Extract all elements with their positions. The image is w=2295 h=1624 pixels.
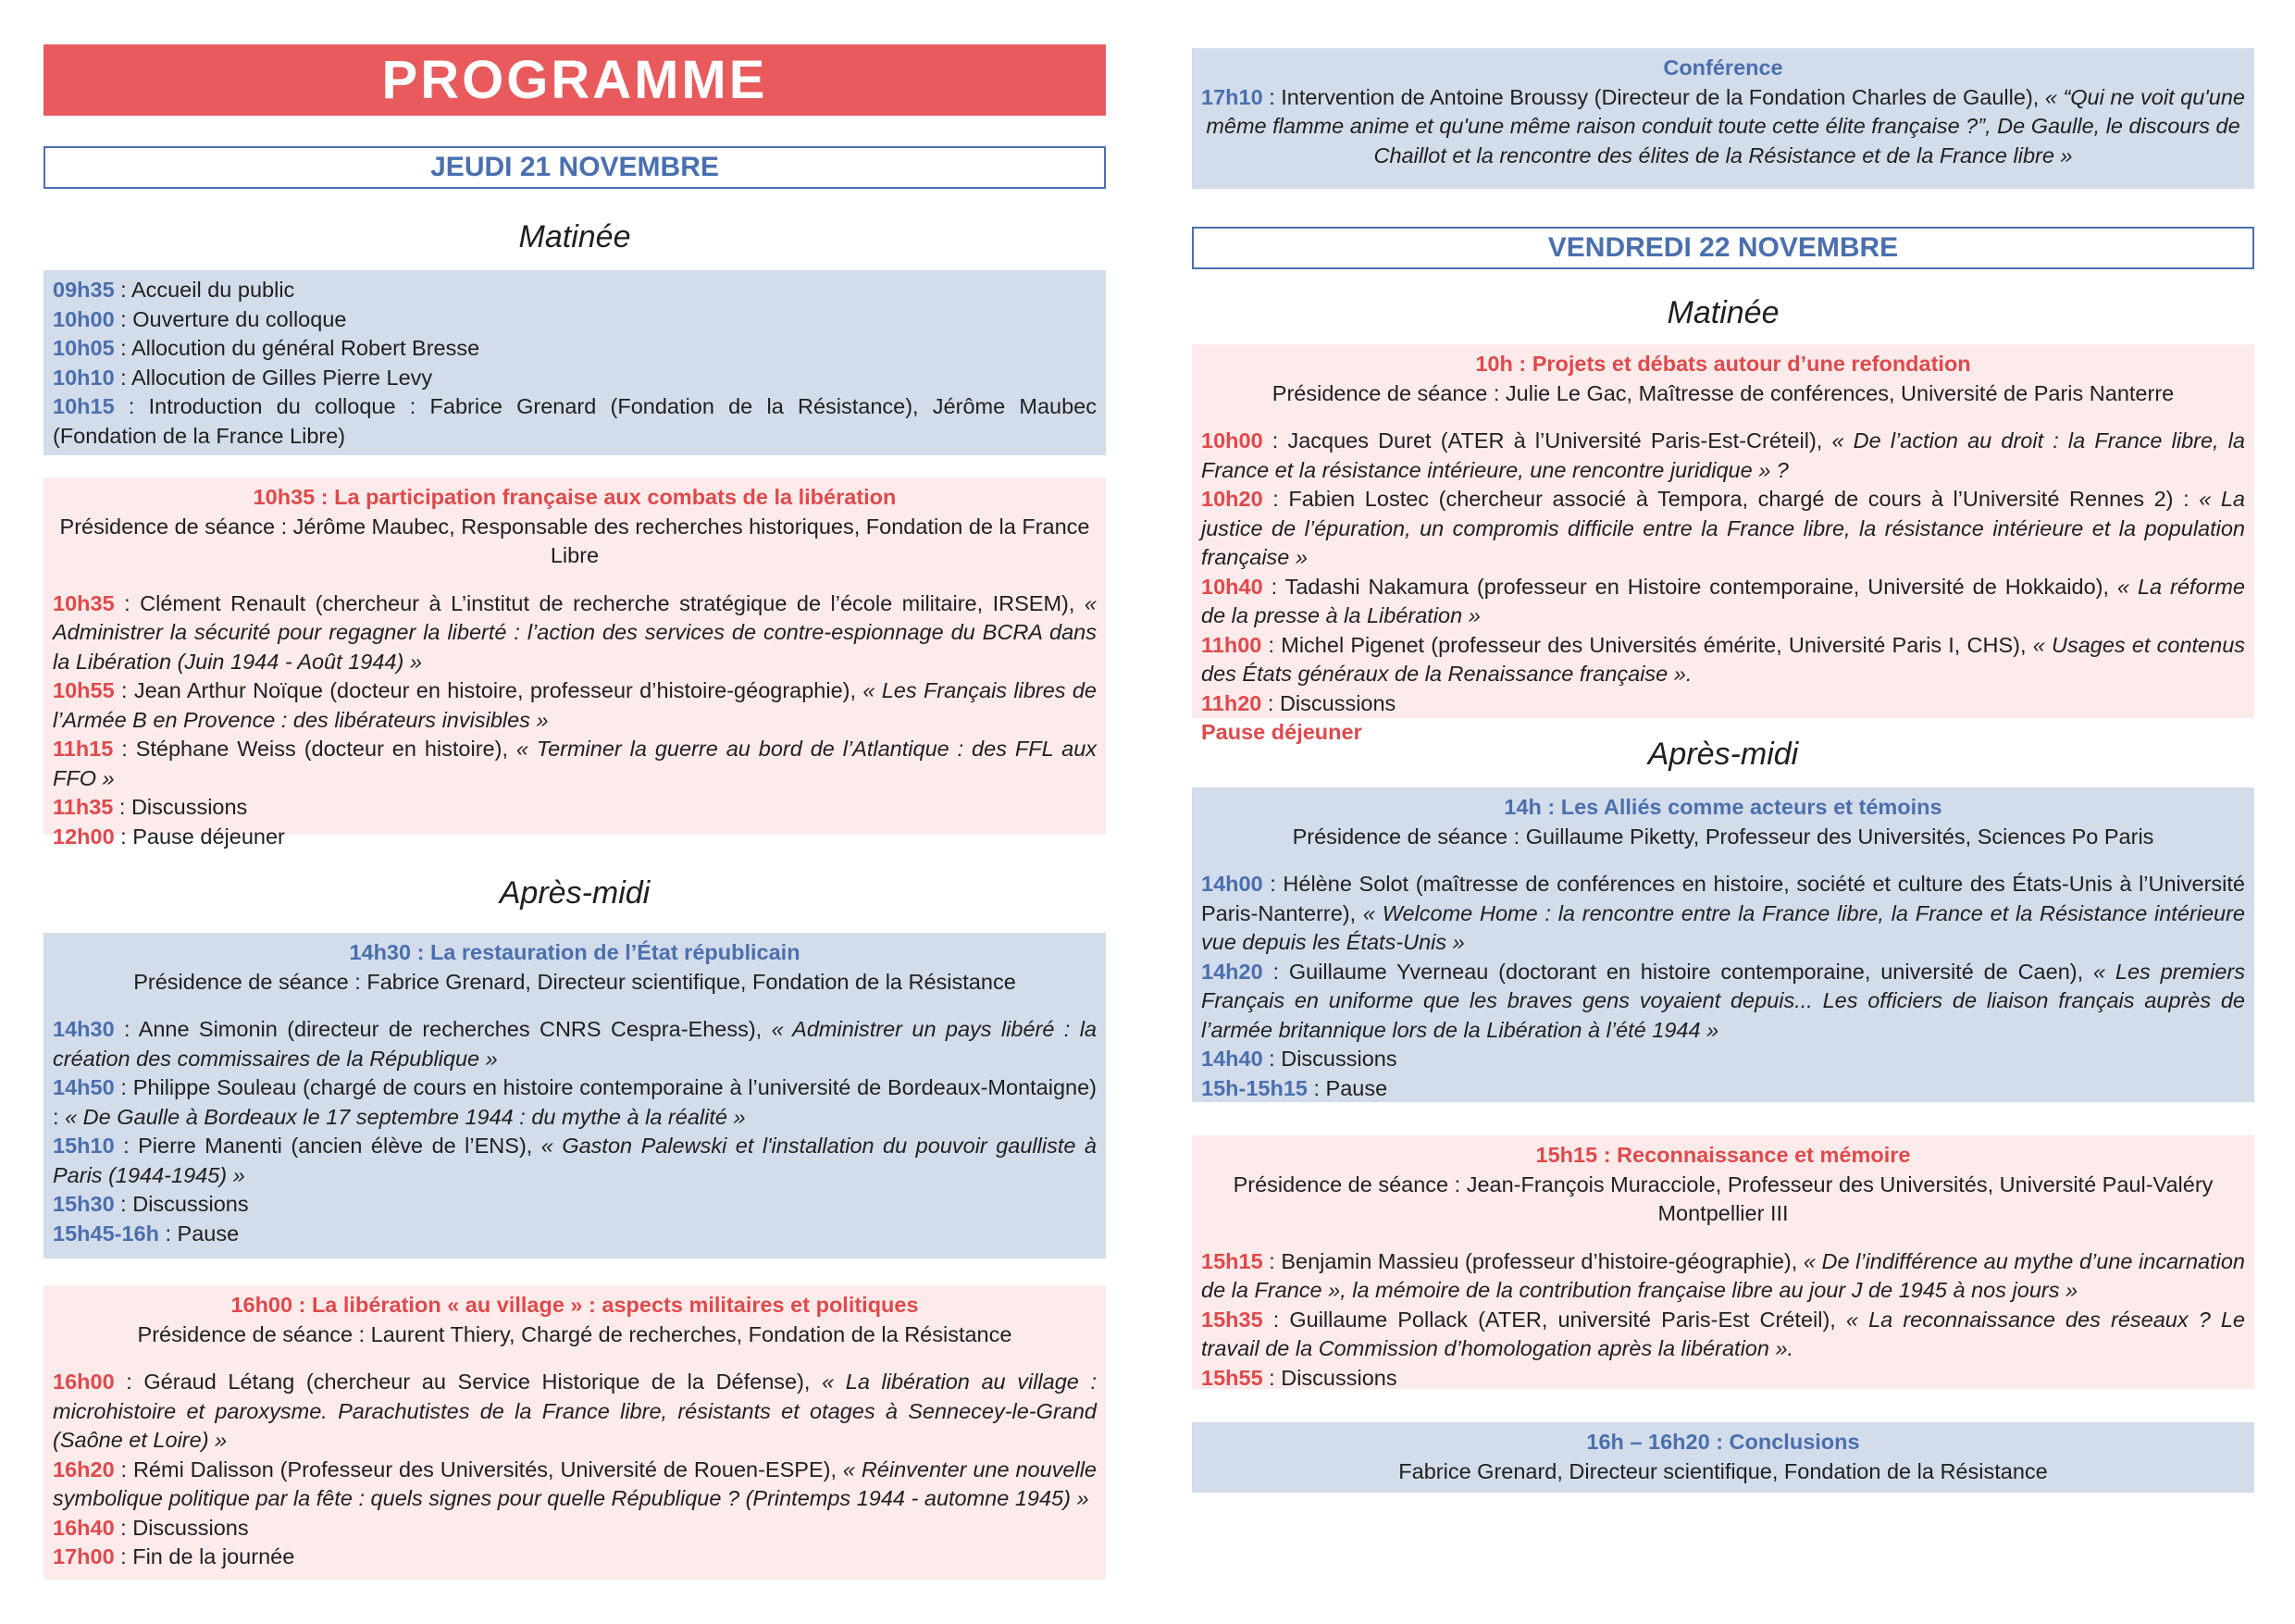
list-item: 10h20 : Fabien Lostec (chercheur associé à Tempora, chargé de cours à l’Université Rennes 2) : « La justice de l’épuration, un compromis difficile entre la France libre, la résistance intérieure et la population française » (1201, 487, 2246, 569)
list-item: 10h40 : Tadashi Nakamura (professeur en Histoire contemporaine, Université de Hokkaido), « La réforme de la presse à la Libération » (1201, 574, 2246, 627)
list-item: 15h45-16h : Pause (53, 1221, 240, 1246)
lunch-break: Pause déjeuner (1201, 720, 1362, 744)
day2-afternoon-label: Après-midi (1647, 737, 1799, 772)
list-item: 14h00 : Hélène Solot (maîtresse de conférences en histoire, société et culture des États-Unis à l’Université Paris-Nanterre), « Welcome Home : la rencontre entre la France libre, la France et la Résistance intérieure vue depuis les États-Unis » (1201, 872, 2245, 954)
list-item: 10h10 : Allocution de Gilles Pierre Levy (53, 365, 433, 390)
conclusion-title: 16h – 16h20 : Conclusions (1586, 1430, 1860, 1454)
day2-morning-label: Matinée (1667, 295, 1780, 330)
list-item: 09h35 : Accueil du public (53, 278, 295, 302)
day1-session3-block (43, 1285, 1106, 1580)
list-item: 12h00 : Pause déjeuner (53, 824, 285, 849)
conclusion-block (1192, 1422, 2254, 1493)
conference-title: Conférence (1663, 56, 1783, 80)
list-item: 11h00 : Michel Pigenet (professeur des Universités émérite, Université Paris I, CHS), « Usages et contenus des États généraux de la Renaissance française ». (1201, 632, 2246, 686)
day1-afternoon-label: Après-midi (499, 875, 651, 911)
session-title: 10h35 : La participation française aux combats de la libération (253, 485, 897, 509)
list-item: 14h50 : Philippe Souleau (chargé de cours en histoire contemporaine à l’université de Bordeaux-Montaigne) : « De Gaulle à Bordeaux le 17 septembre 1944 : du mythe à la réalité » (53, 1075, 1097, 1129)
day1-heading: JEUDI 21 NOVEMBRE (43, 146, 1106, 189)
session-title: 15h15 : Reconnaissance et mémoire (1535, 1143, 1911, 1167)
day1-morning-label: Matinée (518, 219, 631, 254)
list-item: 15h10 : Pierre Manenti (ancien élève de l’ENS), « Gaston Palewski et l'installation du pouvoir gaulliste à Paris (1944-1945) » (53, 1134, 1097, 1187)
session-chair: Présidence de séance : Jean-François Muracciole, Professeur des Universités, Université Paul-Valéry Montpellier III (1233, 1172, 2214, 1225)
list-item: 16h00 : Géraud Létang (chercheur au Service Historique de la Défense), « La libération au village : microhistoire et paroxysme. Parachutistes de la France libre, résistants et otages à Sennecey-le-Grand (Saône et Loire) » (53, 1370, 1097, 1452)
list-item: 11h15 : Stéphane Weiss (docteur en histoire), « Terminer la guerre au bord de l’Atlantique : des FFL aux FFO » (53, 737, 1098, 790)
day2-session2-block (1192, 787, 2254, 1102)
list-item: 14h20 : Guillaume Yverneau (doctorant en histoire contemporaine, université de Caen), « Les premiers Français en uniforme que les braves gens voyaient depuis... Les officiers de liaison français auprès de l’armée britannique lors de la Libération à l’été 1944 » (1201, 959, 2246, 1042)
list-item: 10h00 : Jacques Duret (ATER à l’Université Paris-Est-Créteil), « De l’action au droit : la France libre, la France et la résistance intérieure, une rencontre juridique » ? (1201, 428, 2245, 482)
list-item: 10h15 : Introduction du colloque : Fabrice Grenard (Fondation de la Résistance), Jérôme Maubec (Fondation de la France Libre) (53, 394, 1097, 448)
list-item: 15h30 : Discussions (53, 1192, 249, 1216)
session-chair: Présidence de séance : Jérôme Maubec, Responsable des recherches historiques, Fondation de la France Libre (59, 514, 1090, 567)
session-chair: Présidence de séance : Julie Le Gac, Maîtresse de conférences, Université de Paris Nanterre (1272, 380, 2175, 405)
day1-session1-block (43, 477, 1106, 849)
session-chair: Présidence de séance : Laurent Thiery, Chargé de recherches, Fondation de la Résistance (137, 1321, 1012, 1346)
programme-banner: PROGRAMME (43, 44, 1106, 116)
session-title: 16h00 : La libération « au village » : aspects militaires et politiques (230, 1293, 919, 1317)
list-item: 16h20 : Rémi Dalisson (Professeur des Universités, Université de Rouen-ESPE), « Réinventer une nouvelle symbolique politique par la fête : quels signes pour quelle République ? (Printemps 1944 - automne 1945) » (53, 1457, 1097, 1510)
list-item: 11h20 : Discussions (1201, 690, 1396, 715)
day2-session1-block (1192, 344, 2254, 744)
day1-morning-block (43, 270, 1106, 455)
list-item: 15h35 : Guillaume Pollack (ATER, université Paris-Est Créteil), « La reconnaissance des réseaux ? Le travail de la Commission d’homologation après la libération ». (1201, 1307, 2245, 1360)
session-title: 14h30 : La restauration de l’État républicain (349, 940, 800, 964)
list-item: 17h00 : Fin de la journée (53, 1544, 295, 1568)
list-item: 10h00 : Ouverture du colloque (53, 306, 347, 331)
session-chair: Présidence de séance : Guillaume Piketty, Professeur des Universités, Sciences Po Paris (1292, 824, 2154, 849)
day1-session2-block (43, 933, 1106, 1258)
conference-talk: 17h10 : Intervention de Antoine Broussy (Directeur de la Fondation Charles de Gaulle), « “Qui ne voit qu'une même flamme anime et qu'une même raison conduit toute cette élite française ?”, De Gaulle, le discours de Chaillot et la rencontre des élites de la Résistance et de la France libre » (1201, 84, 2245, 167)
conclusion-text: Fabrice Grenard, Directeur scientifique, Fondation de la Résistance (1398, 1458, 2048, 1483)
session-title: 10h : Projets et débats autour d’une refondation (1475, 352, 1971, 376)
list-item: 10h05 : Allocution du général Robert Bresse (53, 336, 480, 360)
list-item: 15h-15h15 : Pause (1201, 1075, 1388, 1100)
list-item: 15h15 : Benjamin Massieu (professeur d’histoire-géographie), « De l’indifférence au mythe d’une incarnation de la France », la mémoire de la contribution française libre au jour J de 1945 à nos jours » (1201, 1248, 2246, 1302)
list-item: 16h40 : Discussions (53, 1515, 249, 1540)
list-item: 10h55 : Jean Arthur Noïque (docteur en histoire, professeur d’histoire-géographie), « Les Français libres de l’Armée B en Provence : des libérateurs invisibles » (53, 678, 1097, 732)
session-title: 14h : Les Alliés comme acteurs et témoins (1504, 795, 1942, 819)
day2-session3-block (1192, 1135, 2254, 1389)
list-item: 10h35 : Clément Renault (chercheur à L’institut de recherche stratégique de l’école militaire, IRSEM), « Administrer la sécurité pour regagner la liberté : l’action des services de contre-espionnage du BCRA dans la Libération (Juin 1944 - Août 1944) » (53, 590, 1097, 674)
list-item: 11h35 : Discussions (53, 795, 248, 819)
list-item: 14h40 : Discussions (1201, 1047, 1397, 1071)
session-chair: Présidence de séance : Fabrice Grenard, Directeur scientifique, Fondation de la Résistance (133, 969, 1016, 994)
day2-heading: VENDREDI 22 NOVEMBRE (1192, 227, 2254, 269)
conference-block (1192, 48, 2254, 189)
list-item: 14h30 : Anne Simonin (directeur de recherches CNRS Cespra-Ehess), « Administrer un pays libéré : la création des commissaires de la République » (53, 1017, 1097, 1071)
list-item: 15h55 : Discussions (1201, 1365, 1397, 1390)
